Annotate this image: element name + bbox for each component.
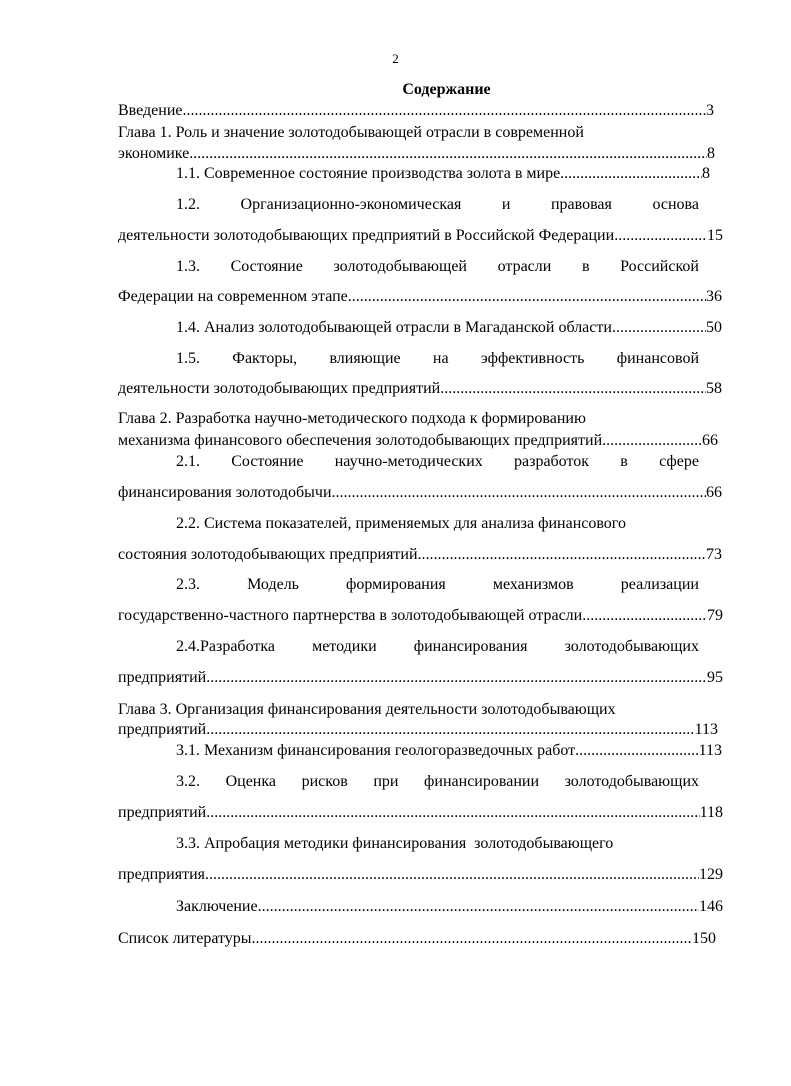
toc-entry-1-2-line1 xyxy=(176,195,699,214)
word: на xyxy=(432,350,449,367)
dot-leader xyxy=(612,318,706,337)
word: 1.5. xyxy=(176,350,200,367)
word: влияющие xyxy=(329,350,401,367)
dot-leader xyxy=(189,144,707,163)
dot-leader xyxy=(258,897,699,916)
dot-leader xyxy=(418,545,706,564)
toc-entry-label: состояния золотодобывающих предприятий xyxy=(118,546,418,563)
chapter-1-title: Глава 1. Роль и значение золотодобывающей отрасли в современной xyxy=(118,124,584,141)
toc-entry-1-5 xyxy=(118,379,722,398)
toc-entry-1-3-line1 xyxy=(176,257,699,276)
toc-entry-2-2-line1: 2.2. Система показателей, применяемых для анализа финансового xyxy=(176,515,626,532)
word: Состояние xyxy=(230,258,303,275)
word: 1.2. xyxy=(176,196,200,213)
word: золотодобывающей xyxy=(333,258,467,275)
page-number: 2 xyxy=(392,51,399,66)
dot-leader xyxy=(205,865,699,884)
dot-leader xyxy=(206,668,707,687)
toc-entry-intro xyxy=(118,101,714,120)
toc-page-number: 79 xyxy=(707,607,723,624)
toc-page-number: 58 xyxy=(706,380,722,397)
word: методики xyxy=(312,638,377,655)
toc-page-number: 129 xyxy=(699,866,723,883)
dot-leader xyxy=(582,606,707,625)
word: правовая xyxy=(550,196,612,213)
word: основа xyxy=(652,196,699,213)
word: эффективность xyxy=(480,350,585,367)
toc-page-number: 66 xyxy=(702,432,718,449)
toc-entry-2-3-line1 xyxy=(176,575,699,594)
toc-entry-chapter-2 xyxy=(118,431,718,450)
toc-entry-chapter-1 xyxy=(118,144,715,163)
toc-entry-label: предприятия xyxy=(118,866,205,883)
toc-entry-3-3 xyxy=(118,865,723,884)
word: финансовой xyxy=(616,350,699,367)
page-title: Содержание xyxy=(402,81,491,98)
toc-entry-chapter-3 xyxy=(118,720,718,739)
toc-entry-conclusion xyxy=(176,897,723,916)
toc-entry-label: предприятий xyxy=(118,669,207,686)
toc-entry-3-1 xyxy=(176,741,722,760)
toc-page-number: 113 xyxy=(694,721,718,738)
toc-entry-label: Список литературы xyxy=(118,930,252,947)
toc-page-number: 8 xyxy=(702,165,710,182)
word: рисков xyxy=(301,773,348,790)
word: реализации xyxy=(620,576,699,593)
toc-entry-label: механизма финансового обеспечения золотодобывающих предприятий xyxy=(118,432,603,449)
toc-entry-label: Введение xyxy=(118,102,183,119)
toc-entry-2-4-line1 xyxy=(176,637,699,656)
word: золотодобывающих xyxy=(564,638,699,655)
word: Оценка xyxy=(225,773,276,790)
word: Состояние xyxy=(231,453,304,470)
word: 1.3. xyxy=(176,258,200,275)
word: сфере xyxy=(659,453,699,470)
toc-entry-1-4 xyxy=(176,318,722,337)
toc-entry-3-2-line1 xyxy=(176,772,699,791)
word: Российской xyxy=(620,258,699,275)
word: финансирования xyxy=(413,638,528,655)
dot-leader xyxy=(183,101,707,120)
toc-entry-2-3 xyxy=(118,606,723,625)
toc-entry-2-1 xyxy=(118,483,722,502)
word: финансировании xyxy=(424,773,539,790)
toc-entry-references xyxy=(118,929,716,948)
word: 2.4.Разработка xyxy=(176,638,275,655)
toc-entry-2-4 xyxy=(118,668,723,687)
word: отрасли xyxy=(497,258,552,275)
toc-entry-label: экономике xyxy=(118,145,190,162)
chapter-3-title: Глава 3. Организация финансирования деятельности золотодобывающих xyxy=(118,701,616,718)
dot-leader xyxy=(252,929,692,948)
toc-entry-label: 3.1. Механизм финансирования геологоразведочных работ xyxy=(176,742,576,759)
dot-leader xyxy=(348,287,706,306)
toc-entry-label: предприятий xyxy=(118,721,207,738)
word: золотодобывающих xyxy=(564,773,699,790)
word: Организационно-экономическая xyxy=(240,196,462,213)
toc-page-number: 36 xyxy=(706,288,722,305)
dot-leader xyxy=(560,164,702,183)
dot-leader xyxy=(440,379,706,398)
dot-leader xyxy=(206,803,699,822)
word: 2.3. xyxy=(176,576,200,593)
toc-entry-label: государственно-частного партнерства в золотодобывающей отрасли xyxy=(118,607,583,624)
toc-page-number: 150 xyxy=(692,930,716,947)
chapter-2-title: Глава 2. Разработка научно-методического подхода к формированию xyxy=(118,410,586,427)
toc-page-number: 8 xyxy=(707,145,715,162)
word: 2.1. xyxy=(176,453,200,470)
word: и xyxy=(501,196,511,213)
toc-entry-1-3 xyxy=(118,287,722,306)
dot-leader xyxy=(206,720,694,739)
toc-page-number: 146 xyxy=(699,898,723,915)
toc-page-number: 50 xyxy=(706,319,722,336)
word: формирования xyxy=(346,576,446,593)
toc-page-number: 66 xyxy=(706,484,722,501)
toc-entry-label: предприятий xyxy=(118,804,207,821)
toc-page-number: 95 xyxy=(707,669,723,686)
dot-leader xyxy=(614,226,707,245)
word: разработок xyxy=(514,453,590,470)
dot-leader xyxy=(332,483,707,502)
word: при xyxy=(373,773,399,790)
toc-entry-label: 1.4. Анализ золотодобывающей отрасли в Магаданской области xyxy=(176,319,612,336)
toc-entry-label: Федерации на современном этапе xyxy=(118,288,348,305)
toc-page-number: 73 xyxy=(706,546,722,563)
toc-entry-2-2 xyxy=(118,545,722,564)
toc-entry-1-1 xyxy=(176,164,710,183)
toc-entry-3-3-line1: 3.3. Апробация методики финансирования золотодобывающего xyxy=(176,835,614,852)
toc-entry-label: деятельности золотодобывающих предприятий в Российской Федерации xyxy=(118,227,615,244)
toc-entry-1-5-line1 xyxy=(176,349,699,368)
dot-leader xyxy=(575,741,698,760)
word: механизмов xyxy=(492,576,574,593)
toc-page-number: 3 xyxy=(706,102,714,119)
toc-page-number: 113 xyxy=(698,742,722,759)
toc-page-number: 118 xyxy=(699,804,723,821)
toc-entry-label: деятельности золотодобывающих предприятий xyxy=(118,380,441,397)
toc-entry-1-2 xyxy=(118,226,723,245)
dot-leader xyxy=(602,431,702,450)
word: Модель xyxy=(247,576,299,593)
word: научно-методических xyxy=(334,453,483,470)
toc-page-number: 15 xyxy=(707,227,723,244)
toc-entry-label: 1.1. Современное состояние производства золота в мире xyxy=(176,165,561,182)
word: 3.2. xyxy=(176,773,200,790)
word: Факторы, xyxy=(232,350,298,367)
toc-entry-label: Заключение xyxy=(176,898,258,915)
toc-entry-2-1-line1 xyxy=(176,452,699,471)
word: в xyxy=(581,258,590,275)
toc-entry-label: финансирования золотодобычи xyxy=(118,484,332,501)
toc-entry-3-2 xyxy=(118,803,723,822)
word: в xyxy=(620,453,628,470)
